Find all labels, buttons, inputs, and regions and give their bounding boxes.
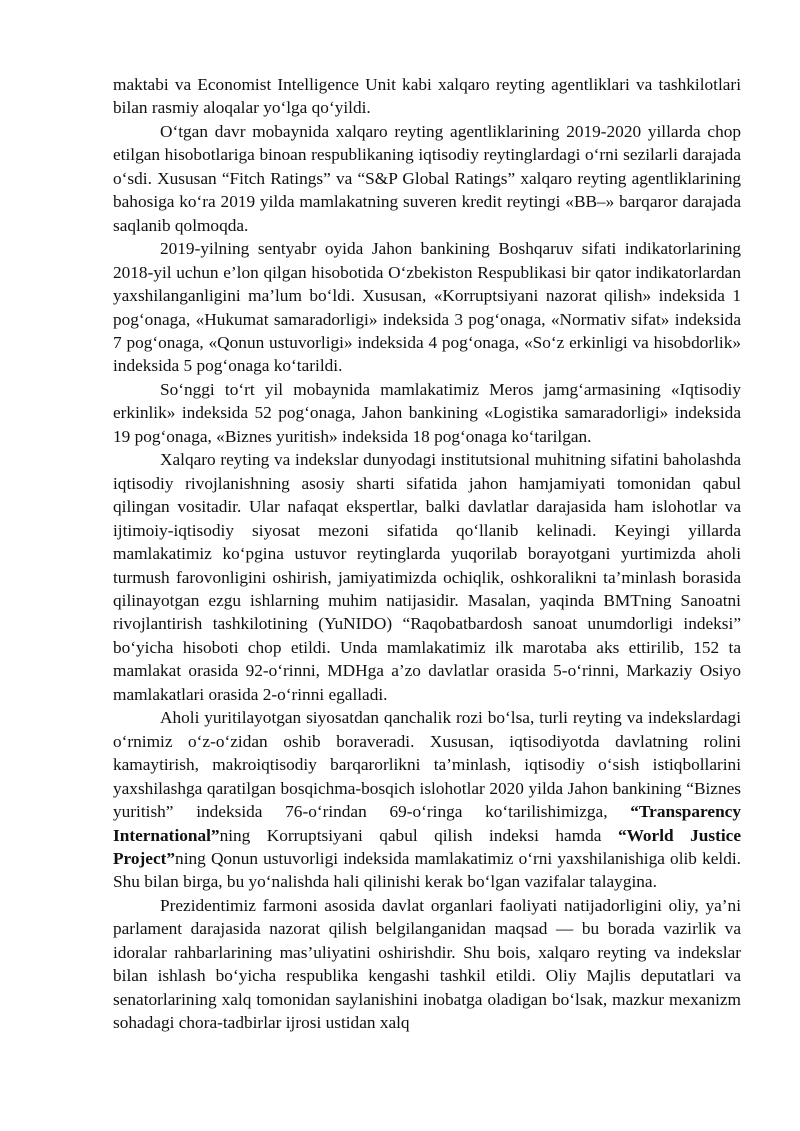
paragraph-1 [113,73,741,120]
paragraph-6-text-a: Aholi yuritilayotgan siyosatdan qanchalik rozi bo‘lsa, turli reyting va indekslardagi o‘rnimiz o‘z-o‘zidan oshib boraveradi. Xususan, iqtisodiyotda davlatning rolini kamaytirish, makroiqtisodiy barqarorlikni ta’minlash, iqtisodiy o‘sish istiqbollarini yaxshilashga qaratilgan bosqichma-bosqich islohotlar 2020 yilda Jahon bankining “Biznes yuritish” indeksida 76-o‘rindan 69-o‘ringa ko‘tarilishimizga, [113,708,741,822]
paragraph-6 [113,706,741,894]
paragraph-4-text: So‘nggi to‘rt yil mobaynida mamlakatimiz Meros jamg‘armasining «Iqtisodiy erkinlik» indeksida 52 pog‘onaga, Jahon bankining «Logistika samaradorligi» indeksida 19 pog‘onaga, «Biznes yuritish» indeksida 18 pog‘onaga ko‘tarilgan. [113,379,741,446]
paragraph-3-text: 2019-yilning sentyabr oyida Jahon bankining Boshqaruv sifati indikatorlarining 2018-yil uchun e’lon qilgan hisobotida O‘zbekiston Respublikasi bir qator indikatorlardan yaxshilanganligini ma’lum bo‘ldi. Xususan, «Korruptsiyani nazorat qilish» indeksida 1 pog‘onaga, «Hukumat samaradorligi» indeksida 3 pog‘onaga, «Normativ sifat» indeksida 7 pog‘onaga, «Qonun ustuvorligi» indeksida 4 pog‘onaga, «So‘z erkinligi va hisobdorlik» indeksida 5 pog‘onaga ko‘tarildi. [113,239,741,376]
paragraph-2 [113,120,741,237]
paragraph-6-text-b: ning Korruptsiyani qabul qilish indeksi hamda [219,825,618,845]
paragraph-6-text-c: ning Qonun ustuvorligi indeksida mamlakatimiz o‘rni yaxshilanishiga olib keldi. Shu bilan birga, bu yo‘nalishda hali qilinishi kerak bo‘lgan vazifalar talaygina. [113,848,741,892]
world-justice-project-name: “World Justice Project” [113,825,741,868]
paragraph-2-text: O‘tgan davr mobaynida xalqaro reyting agentliklarining 2019-2020 yillarda chop etilgan hisobotlariga binoan respublikaning iqtisodiy reytinglardagi o‘rni sezilarli darajada o‘sdi. Xususan “Fitch Ratings” va “S&P Global Ratings” xalqaro reyting agentliklarining bahosiga ko‘ra 2019 yilda mamlakatning suveren kredit reytingi «BB–» barqaror darajada saqlanib qolmoqda. [113,121,741,235]
transparency-international-name: “Transparency International” [113,802,741,845]
document-page [113,73,741,1035]
paragraph-7 [113,894,741,1035]
paragraph-3 [113,237,741,378]
paragraph-4 [113,378,741,448]
paragraph-5 [113,448,741,706]
paragraph-5-text: Xalqaro reyting va indekslar dunyodagi institutsional muhitning sifatini baholashda iqtisodiy rivojlanishning asosiy sharti sifatida jahon hamjamiyati tomonidan qabul qilingan vositadir. Ular nafaqat ekspertlar, balki davlatlar darajasida ham islohotlar va ijtimoiy-iqtisodiy siyosat mezoni sifatida qo‘llanib kelinadi. Keyingi yillarda mamlakatimiz ko‘pgina ustuvor reytinglarda yuqorilab borayotgani yurtimizda aholi turmush farovonligini oshirish, jamiyatimizda ochiqlik, oshkoralikni ta’minlash borasida qilinayotgan ezgu ishlarning muhim natijasidir. Masalan, yaqinda BMTning Sanoatni rivojlantirish tashkilotining (YuNIDO) “Raqobatbardosh sanoat unumdorligi indeksi” bo‘yicha hisoboti chop etildi. Unda mamlakatimiz ilk marotaba aks ettirilib, 152 ta mamlakat orasida 92-o‘rinni, MDHga a’zo davlatlar orasida 5-o‘rinni, Markaziy Osiyo mamlakatlari orasida 2-o‘rinni egalladi. [113,450,741,704]
paragraph-7-text: Prezidentimiz farmoni asosida davlat organlari faoliyati natijadorligini oliy, ya’ni parlament darajasida nazorat qilish belgilanganidan maqsad — bu borada vazirlik va idoralar rahbarlarining mas’uliyatini oshirishdir. Shu bois, xalqaro reyting va indekslar bilan ishlash bo‘yicha respublika kengashi tashkil etildi. Oliy Majlis deputatlari va senatorlarining xalq tomonidan saylanishini inobatga oladigan bo‘lsak, mazkur mexanizm sohadagi chora-tadbirlar ijrosi ustidan xalq [113,895,741,1033]
paragraph-1-text: maktabi va Economist Intelligence Unit kabi xalqaro reyting agentliklari va tashkilotlari bilan rasmiy aloqalar yo‘lga qo‘yildi. [113,75,741,118]
